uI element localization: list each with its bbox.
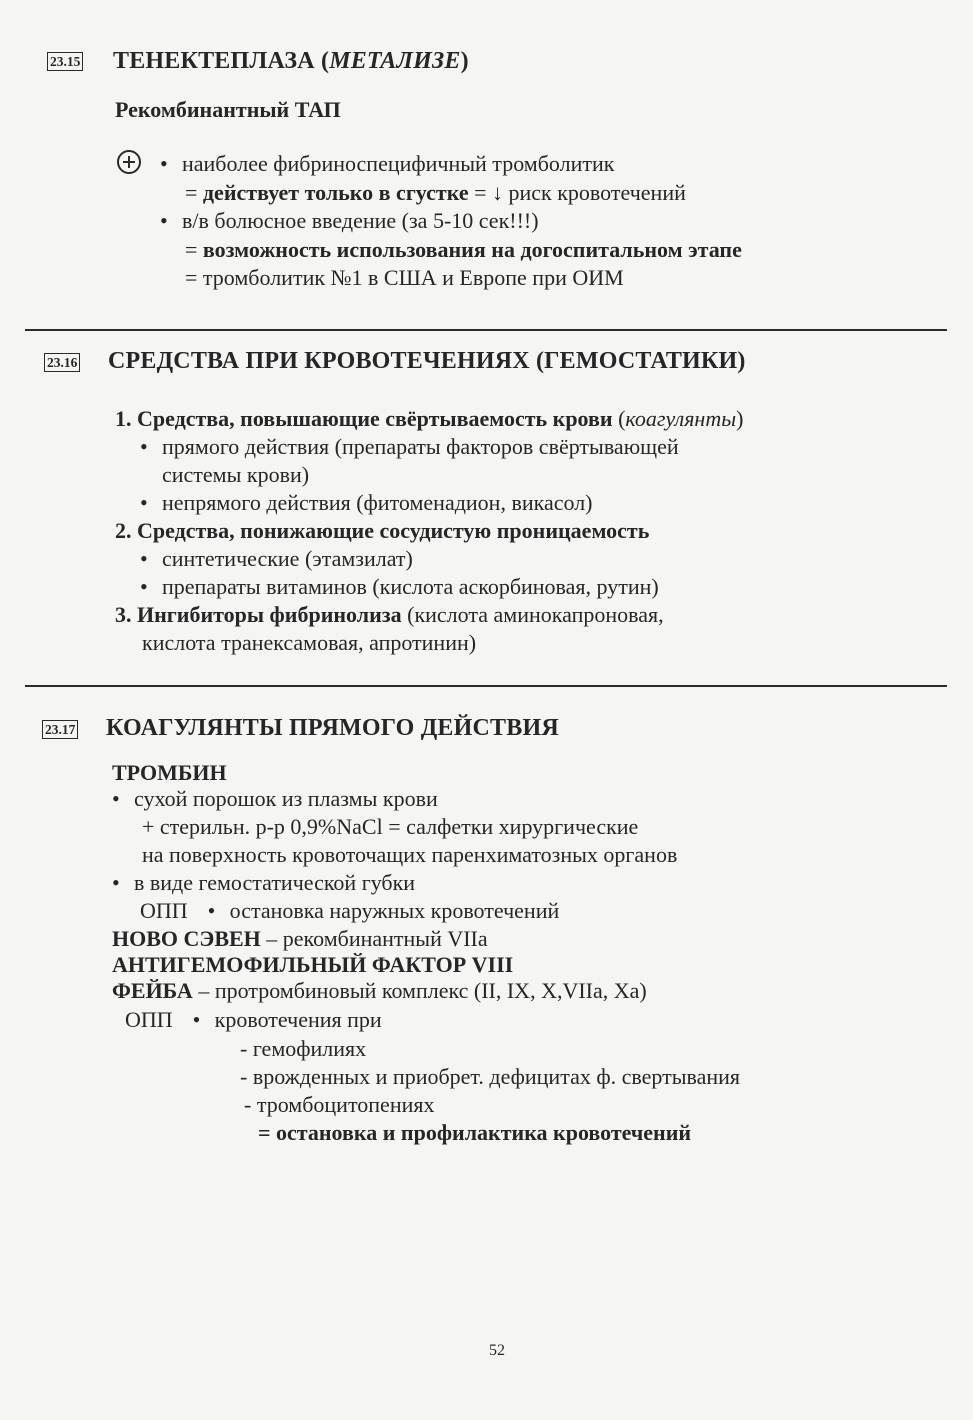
conclusion-line: = остановка и профилактика кровотечений	[258, 1120, 692, 1145]
list-item-continuation: кислота транексамовая, апротинин)	[142, 630, 477, 655]
section-number-23-15: 23.15	[47, 52, 83, 71]
list-item: • в виде гемостатической губки	[112, 870, 416, 895]
section-number-23-17: 23.17	[42, 720, 78, 739]
list-item-continuation: системы крови)	[162, 462, 310, 487]
section-title-tenecteplase	[113, 48, 469, 75]
section-divider	[25, 329, 947, 331]
page-number: 52	[489, 1342, 505, 1359]
section-divider	[25, 685, 947, 687]
title-main: ТЕНЕКТЕПЛАЗА (	[113, 48, 330, 74]
list-item: 1. Средства, повышающие свёртываемость крови (коагулянты)	[115, 406, 744, 431]
list-item: 2. Средства, понижающие сосудистую проницаемость	[115, 518, 650, 543]
list-item: - тромбоцитопениях	[244, 1092, 435, 1117]
section-number-23-16: 23.16	[44, 353, 80, 372]
heading-thrombin: ТРОМБИН	[112, 760, 227, 785]
opp-line: ОПП • кровотечения при	[125, 1007, 382, 1032]
plus-circle-icon	[117, 150, 141, 174]
opp-line: ОПП • остановка наружных кровотечений	[140, 898, 560, 923]
list-item: • наиболее фибриноспецифичный тромболитик	[160, 151, 615, 176]
list-item: • прямого действия (препараты факторов свёртывающей	[140, 434, 679, 459]
section-title-hemostatics: СРЕДСТВА ПРИ КРОВОТЕЧЕНИЯХ (ГЕМОСТАТИКИ)	[108, 348, 746, 374]
subtitle-recombinant-tap: Рекомбинантный ТАП	[115, 97, 341, 122]
list-item-continuation: = тромболитик №1 в США и Европе при ОИМ	[185, 265, 624, 290]
list-item-continuation: = возможность использования на догоспитальном этапе	[185, 237, 742, 262]
list-item: - врожденных и приобрет. дефицитах ф. свертывания	[240, 1064, 741, 1089]
title-brand: МЕТАЛИЗЕ	[329, 48, 461, 74]
list-item-continuation: на поверхность кровоточащих паренхиматозных органов	[142, 842, 678, 867]
list-item-continuation: = действует только в сгустке = ↓ риск кровотечений	[185, 180, 686, 205]
list-item: • непрямого действия (фитоменадион, викасол)	[140, 490, 593, 515]
list-item: • сухой порошок из плазмы крови	[112, 786, 438, 811]
list-item-continuation: + стерильн. р-р 0,9%NaCl = салфетки хирургические	[142, 814, 639, 839]
list-item: • препараты витаминов (кислота аскорбиновая, рутин)	[140, 574, 659, 599]
list-item: • в/в болюсное введение (за 5-10 сек!!!)	[160, 208, 539, 233]
drug-novoseven: НОВО СЭВЕН – рекомбинантный VIIa	[112, 926, 488, 951]
list-item: • синтетические (этамзилат)	[140, 546, 413, 571]
drug-antihemophilic-factor: АНТИГЕМОФИЛЬНЫЙ ФАКТОР VIII	[112, 952, 514, 977]
drug-feiba: ФЕЙБА – протромбиновый комплекс (II, IX, X,VIIa, Xa)	[112, 978, 647, 1003]
list-item: 3. Ингибиторы фибринолиза (кислота аминокапроновая,	[115, 602, 664, 627]
section-title-direct-coagulants: КОАГУЛЯНТЫ ПРЯМОГО ДЕЙСТВИЯ	[106, 715, 559, 741]
title-close: )	[460, 48, 469, 74]
list-item: - гемофилиях	[240, 1036, 367, 1061]
